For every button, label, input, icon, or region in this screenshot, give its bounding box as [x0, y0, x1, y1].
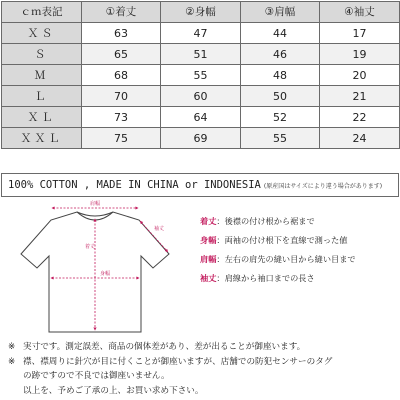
legend-term: 身幅 [200, 235, 217, 245]
length-label: 着丈 [84, 244, 96, 250]
legend-term: 袖丈 [200, 273, 217, 283]
legend-item: 袖丈 ： 肩線から袖口までの長さ [200, 273, 315, 283]
legend-description: 左右の肩先の縫い目から縫い目まで [224, 254, 356, 264]
size-label: Ｍ [2, 65, 82, 86]
header-width: ②身幅 [161, 2, 241, 23]
note-text: 襟、襟周りに針穴が目に付くことが御座いますが、店舗での防犯センサーのタグ [23, 356, 333, 367]
table-cell: 20 [320, 65, 400, 86]
table-row [2, 107, 400, 128]
table-row [2, 44, 400, 65]
table-header-row [2, 2, 400, 23]
table-row [2, 128, 400, 149]
legend-term: 着丈 [200, 216, 217, 226]
size-table [1, 1, 400, 149]
legend-description: 後襟の付け根から裾まで [224, 216, 315, 226]
note-mark: ※ [8, 356, 16, 367]
note-mark: ※ [8, 342, 16, 352]
legend-term: 肩幅 [200, 254, 217, 264]
size-label: ＸＳ [2, 23, 82, 44]
material-text: 100% COTTON , MADE IN CHINA or INDONESIA [8, 179, 261, 191]
table-cell: 50 [241, 86, 320, 107]
table-cell: 64 [161, 107, 241, 128]
note-text: 以上を、予めご了承の上、お買い求め下さい。 [23, 385, 204, 396]
table-cell: 44 [241, 23, 320, 44]
table-row [2, 23, 400, 44]
tshirt-outline [21, 212, 169, 332]
table-cell: 51 [161, 44, 241, 65]
header-length: ①着丈 [82, 2, 161, 23]
legend-item: 身幅 ： 両袖の付け根下を直線で測った値 [200, 235, 348, 245]
sleeve-label: 袖丈 [153, 226, 165, 232]
size-label: Ｌ [2, 86, 82, 107]
table-row [2, 65, 400, 86]
legend-description: 肩線から袖口までの長さ [224, 273, 315, 283]
width-label: 身幅 [99, 271, 111, 277]
table-cell: 22 [320, 107, 400, 128]
table-cell: 52 [241, 107, 320, 128]
table-cell: 55 [161, 65, 241, 86]
measurement-legend [200, 212, 398, 288]
shoulder-label: 肩幅 [89, 201, 101, 207]
table-cell: 24 [320, 128, 400, 149]
header-cm: ｃｍ表記 [2, 2, 82, 23]
header-sleeve: ④袖丈 [320, 2, 400, 23]
note-line [8, 384, 400, 399]
table-cell: 65 [82, 44, 161, 65]
table-cell: 63 [82, 23, 161, 44]
legend-item: 肩幅 ： 左右の肩先の縫い目から縫い目まで [200, 254, 356, 264]
table-cell: 48 [241, 65, 320, 86]
size-label: ＸＬ [2, 107, 82, 128]
table-row [2, 86, 400, 107]
size-label: ＸＸＬ [2, 128, 82, 149]
origin-note: (原産国はサイズにより違う場合があります) [263, 182, 383, 190]
note-line [8, 340, 400, 355]
note-text: 実寸です。測定誤差、商品の個体差があり、差が出ることが御座います。 [23, 342, 306, 352]
table-cell: 21 [320, 86, 400, 107]
table-cell: 73 [82, 107, 161, 128]
material-info [1, 173, 399, 197]
header-shoulder: ③肩幅 [241, 2, 320, 23]
note-line [8, 369, 400, 384]
notes-section [8, 340, 400, 398]
table-cell: 75 [82, 128, 161, 149]
table-cell: 70 [82, 86, 161, 107]
table-cell: 60 [161, 86, 241, 107]
table-cell: 17 [320, 23, 400, 44]
size-label: Ｓ [2, 44, 82, 65]
table-cell: 68 [82, 65, 161, 86]
table-cell: 69 [161, 128, 241, 149]
legend-description: 両袖の付け根下を直線で測った値 [224, 235, 348, 245]
table-cell: 46 [241, 44, 320, 65]
note-text: の跡ですので不良では御座いません。 [23, 371, 170, 381]
tshirt-measurement-diagram [1, 198, 189, 340]
table-cell: 55 [241, 128, 320, 149]
table-cell: 47 [161, 23, 241, 44]
note-line [8, 355, 400, 370]
legend-item: 着丈 ： 後襟の付け根から裾まで [200, 216, 315, 226]
table-cell: 19 [320, 44, 400, 65]
